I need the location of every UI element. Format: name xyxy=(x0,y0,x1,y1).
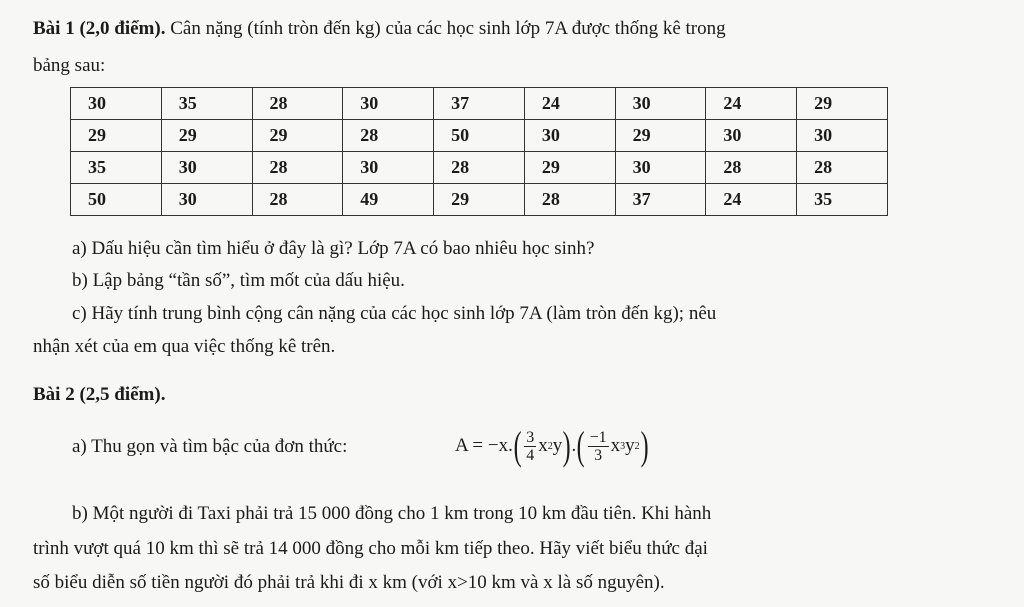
table-cell: 29 xyxy=(434,184,525,216)
table-cell: 30 xyxy=(797,120,888,152)
var-x-2: x xyxy=(610,435,621,456)
table-cell: 30 xyxy=(524,120,615,152)
table-cell: 28 xyxy=(343,120,434,152)
table-cell: 28 xyxy=(797,152,888,184)
right-paren-icon-2: ) xyxy=(640,423,649,468)
table-cell: 29 xyxy=(252,120,343,152)
left-paren-icon-2: ( xyxy=(576,423,585,468)
table-cell: 30 xyxy=(615,88,706,120)
fraction-1-numerator: 3 xyxy=(526,428,535,446)
fraction-2-numerator: −1 xyxy=(589,428,607,446)
table-cell: 49 xyxy=(343,184,434,216)
table-cell: 35 xyxy=(161,88,252,120)
table-cell: 30 xyxy=(71,88,162,120)
table-cell: 35 xyxy=(71,152,162,184)
table-cell: 29 xyxy=(524,152,615,184)
var-y-2: y xyxy=(625,435,635,456)
table-cell: 37 xyxy=(434,88,525,120)
table-cell: 28 xyxy=(252,88,343,120)
weight-table xyxy=(70,87,888,216)
bai1-intro-line2: bảng sau: xyxy=(33,55,106,76)
table-cell: 35 xyxy=(797,184,888,216)
table-cell: 28 xyxy=(524,184,615,216)
bai1-question-a: a) Dấu hiệu cần tìm hiểu ở đây là gì? Lớp 7A có bao nhiêu học sinh? xyxy=(72,238,595,259)
table-cell: 29 xyxy=(797,88,888,120)
bai2-question-b-line2: trình vượt quá 10 km thì sẽ trả 14 000 đồng cho mỗi km tiếp theo. Hãy viết biểu thức đại xyxy=(33,538,708,559)
table-cell: 30 xyxy=(161,184,252,216)
table-cell: 37 xyxy=(615,184,706,216)
fraction-1-denominator: 4 xyxy=(526,446,535,464)
bai1-question-c-line2: nhận xét của em qua việc thống kê trên. xyxy=(33,336,336,357)
table-cell: 24 xyxy=(524,88,615,120)
table-cell: 30 xyxy=(343,152,434,184)
bai2-question-a: a) Thu gọn và tìm bậc của đơn thức: xyxy=(72,436,348,457)
table-cell: 29 xyxy=(71,120,162,152)
var-y-1: y xyxy=(552,435,563,456)
table-row xyxy=(71,184,888,216)
bai1-question-c-line1: c) Hãy tính trung bình cộng cân nặng của các học sinh lớp 7A (làm tròn đến kg); nêu xyxy=(72,303,717,324)
bai2-question-b-line3: số biểu diễn số tiền người đó phải trả khi đi x km (với x>10 km và x là số nguyên). xyxy=(33,572,665,593)
right-paren-icon: ) xyxy=(562,423,571,468)
bai1-heading: Bài 1 (2,0 điểm). xyxy=(33,18,166,39)
table-row xyxy=(71,152,888,184)
formula-dot: . xyxy=(571,435,577,456)
monomial-formula xyxy=(455,418,649,474)
table-cell: 30 xyxy=(161,152,252,184)
bai1-question-b: b) Lập bảng “tần số”, tìm mốt của dấu hiệu. xyxy=(72,270,405,291)
table-cell: 24 xyxy=(706,88,797,120)
table-cell: 50 xyxy=(434,120,525,152)
fraction-2-denominator: 3 xyxy=(594,446,603,464)
table-cell: 28 xyxy=(434,152,525,184)
left-paren-icon: ( xyxy=(513,423,522,468)
table-cell: 30 xyxy=(615,152,706,184)
exp-x-1: 2 xyxy=(547,440,553,452)
bai1-intro-text: Cân nặng (tính tròn đến kg) của các học sinh lớp 7A được thống kê trong xyxy=(165,18,726,39)
exp-y-2: 2 xyxy=(634,440,640,452)
table-cell: 29 xyxy=(615,120,706,152)
bai1-intro-line1 xyxy=(33,18,726,40)
var-x-1: x xyxy=(538,435,548,456)
fraction-1 xyxy=(524,429,536,464)
table-row xyxy=(71,120,888,152)
table-cell: 29 xyxy=(161,120,252,152)
table-cell: 30 xyxy=(343,88,434,120)
table-cell: 28 xyxy=(252,152,343,184)
table-cell: 30 xyxy=(706,120,797,152)
table-row xyxy=(71,88,888,120)
bai2-question-b-line1: b) Một người đi Taxi phải trả 15 000 đồng cho 1 km trong 10 km đầu tiên. Khi hành xyxy=(72,503,712,524)
table-cell: 50 xyxy=(71,184,162,216)
table-cell: 24 xyxy=(706,184,797,216)
exp-x-2: 3 xyxy=(620,440,626,452)
table-cell: 28 xyxy=(706,152,797,184)
formula-lhs: A = −x. xyxy=(455,435,513,456)
table-cell: 28 xyxy=(252,184,343,216)
fraction-2 xyxy=(588,429,609,464)
bai2-heading: Bài 2 (2,5 điểm). xyxy=(33,384,166,405)
